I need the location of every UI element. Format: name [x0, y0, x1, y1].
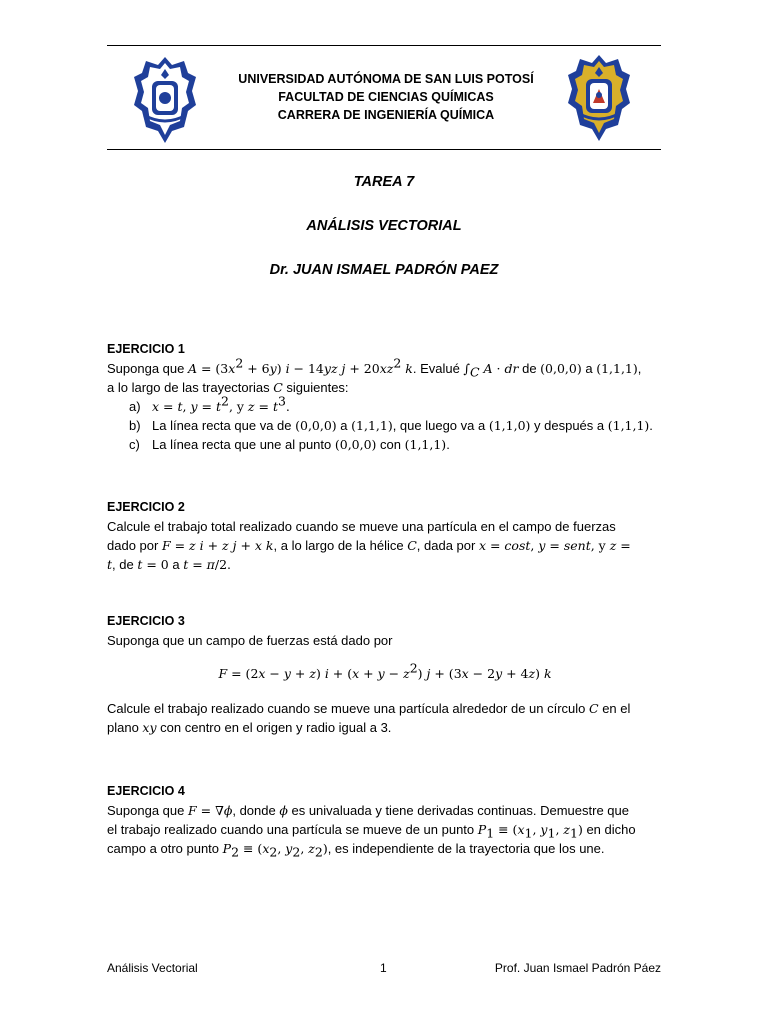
professor-name: Dr. JUAN ISMAEL PADRÓN PAEZ	[269, 262, 499, 278]
header-top-rule	[107, 45, 661, 46]
path-b: b) La línea recta que va de (0,0,0) a (1,1,1), que luego va a (1,1,0) y después a (1,1,1).	[129, 418, 653, 433]
exercise-3-heading: EJERCICIO 3	[107, 614, 185, 628]
exercise-1-heading: EJERCICIO 1	[107, 342, 185, 356]
exercise-3-line-3: plano xy con centro en el origen y radio igual a 3.	[107, 720, 392, 735]
institution-block	[200, 70, 572, 124]
university-seal-left	[132, 55, 198, 145]
exercise-4-line-1: Suponga que F = ∇ϕ, donde ϕ es univaluada y tiene derivadas continuas. Demuestre que	[107, 803, 629, 818]
exercise-2	[107, 498, 663, 574]
exercise-3	[107, 612, 663, 737]
university-name: UNIVERSIDAD AUTÓNOMA DE SAN LUIS POTOSÍ	[238, 72, 534, 86]
exercise-4-line-3: campo a otro punto $P_2 \equiv (x_2$, $y_2$, $z_2$), es independiente de la trayectoria que los une.	[107, 841, 605, 860]
exercise-1-line-2: a lo largo de las trayectorias C siguientes:	[107, 380, 349, 395]
footer-course: Análisis Vectorial	[107, 961, 198, 975]
exercise-3-line-2: Calcule el trabajo realizado cuando se mueve una partícula alrededor de un círculo C en el	[107, 701, 631, 716]
exercise-4	[107, 782, 663, 858]
university-seal-right	[566, 53, 632, 143]
assignment-title: TAREA 7	[353, 174, 415, 190]
footer-professor: Prof. Juan Ismael Padrón Páez	[494, 961, 661, 975]
subject-title: ANÁLISIS VECTORIAL	[306, 218, 462, 234]
exercise-3-line-1: Suponga que un campo de fuerzas está dado por	[107, 633, 393, 648]
exercise-4-heading: EJERCICIO 4	[107, 784, 185, 798]
exercise-2-line-2: dado por F = z i + z j + x k, a lo largo de la hélice C, dada por x = cost, y = sent, y z =	[107, 538, 631, 553]
exercise-1	[107, 340, 663, 454]
path-c: c) La línea recta que une al punto (0,0,0) con (1,1,1).	[129, 437, 450, 452]
exercise-4-line-2: el trabajo realizado cuando una partícula se mueve de un punto $P_1 \equiv (x_1$, $y_1$, $z_1$) en dicho	[107, 822, 636, 841]
path-a: a) x = t, $y = t^2$, y $z = t^3$.	[129, 393, 290, 414]
header-bottom-rule	[107, 149, 661, 150]
footer-page-number: 1	[380, 961, 387, 975]
exercise-1-line-1: Suponga que $A = (3x^2 + 6y) i - 14yz$ $j + 20xz^2$ k. Evalué $\int_C$ A · dr de (0,0,0) a (1,1,1),	[107, 355, 642, 380]
force-field-equation: F = (2x − y + z) $i + (x + y - z^2)$ j + (3x − 2y + 4z) k	[218, 660, 552, 681]
exercise-2-heading: EJERCICIO 2	[107, 500, 185, 514]
exercise-1-paths	[107, 393, 663, 454]
career-name: CARRERA DE INGENIERÍA QUÍMICA	[277, 108, 495, 122]
faculty-name: FACULTAD DE CIENCIAS QUÍMICAS	[278, 90, 494, 104]
exercise-2-line-3: t, de t = 0 a t = π/2.	[107, 557, 232, 572]
exercise-2-line-1: Calcule el trabajo total realizado cuando se mueve una partícula en el campo de fuerzas	[107, 519, 616, 534]
